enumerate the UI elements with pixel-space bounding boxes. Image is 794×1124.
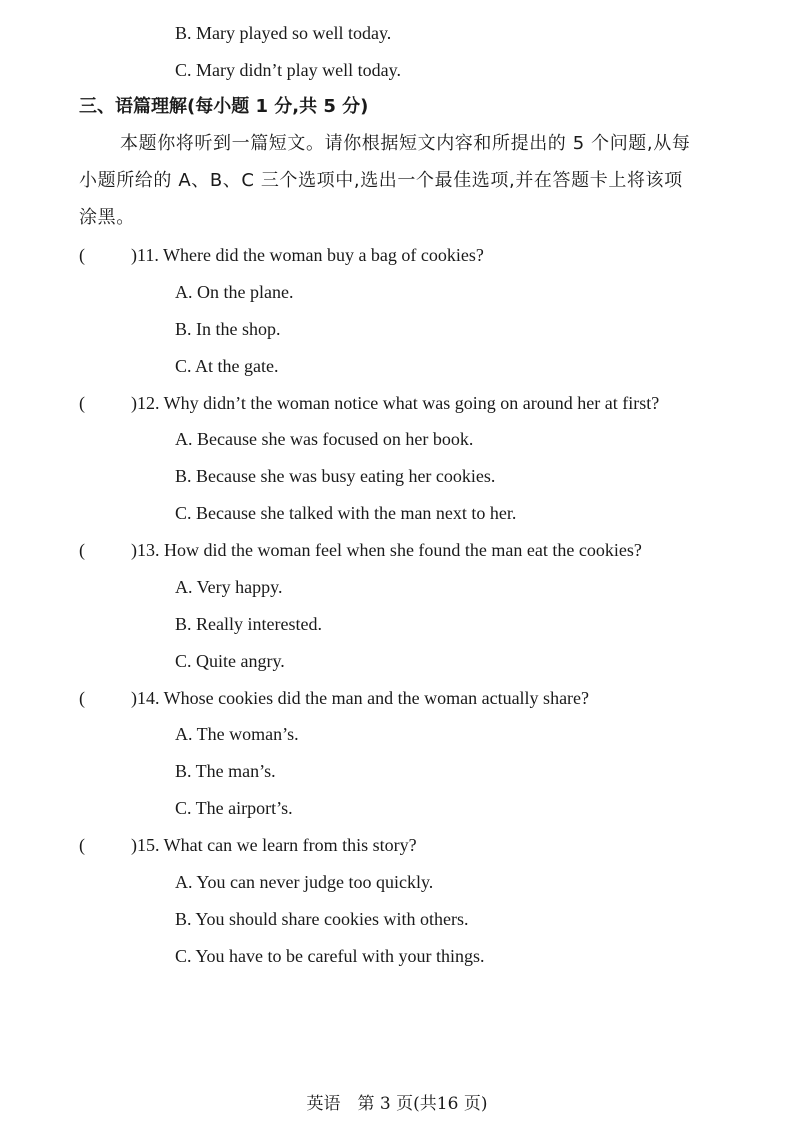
- option-c: C. Quite angry.: [175, 651, 285, 671]
- option-b: B. Really interested.: [175, 614, 322, 634]
- question-text: )14. Whose cookies did the man and the woman actually share?: [131, 688, 590, 708]
- option-b: B. Because she was busy eating her cookies.: [175, 466, 496, 486]
- previous-option-c: C. Mary didn’t play well today.: [175, 60, 401, 80]
- answer-paren[interactable]: (: [79, 688, 85, 708]
- option-b: B. In the shop.: [175, 319, 281, 339]
- option-c: C. You have to be careful with your things.: [175, 946, 485, 966]
- page-footer: 英语 第 3 页(共16 页): [306, 1094, 488, 1114]
- section-heading: 三、语篇理解(每小题 1 分,共 5 分): [79, 96, 369, 117]
- previous-option-b: B. Mary played so well today.: [175, 23, 392, 43]
- option-c: C. At the gate.: [175, 356, 279, 376]
- instruction-line-3: 涂黑。: [79, 207, 135, 228]
- option-b: B. The man’s.: [175, 761, 276, 781]
- question-text: )15. What can we learn from this story?: [131, 835, 417, 855]
- option-a: A. Because she was focused on her book.: [175, 429, 474, 449]
- answer-paren[interactable]: (: [79, 245, 85, 265]
- option-a: A. On the plane.: [175, 282, 294, 302]
- question-text: )11. Where did the woman buy a bag of cookies?: [131, 245, 484, 265]
- option-b: B. You should share cookies with others.: [175, 909, 469, 929]
- option-a: A. You can never judge too quickly.: [175, 872, 434, 892]
- question-text: )12. Why didn’t the woman notice what was going on around her at first?: [131, 393, 660, 413]
- option-c: C. Because she talked with the man next to her.: [175, 503, 517, 523]
- answer-paren[interactable]: (: [79, 393, 85, 413]
- instruction-line-1: 本题你将听到一篇短文。请你根据短文内容和所提出的 5 个问题,从每: [120, 133, 691, 154]
- answer-paren[interactable]: (: [79, 540, 85, 560]
- instruction-line-2: 小题所给的 A、B、C 三个选项中,选出一个最佳选项,并在答题卡上将该项: [79, 170, 683, 191]
- option-a: A. Very happy.: [175, 577, 283, 597]
- answer-paren[interactable]: (: [79, 835, 85, 855]
- option-a: A. The woman’s.: [175, 724, 299, 744]
- option-c: C. The airport’s.: [175, 798, 293, 818]
- question-text: )13. How did the woman feel when she found the man eat the cookies?: [131, 540, 642, 560]
